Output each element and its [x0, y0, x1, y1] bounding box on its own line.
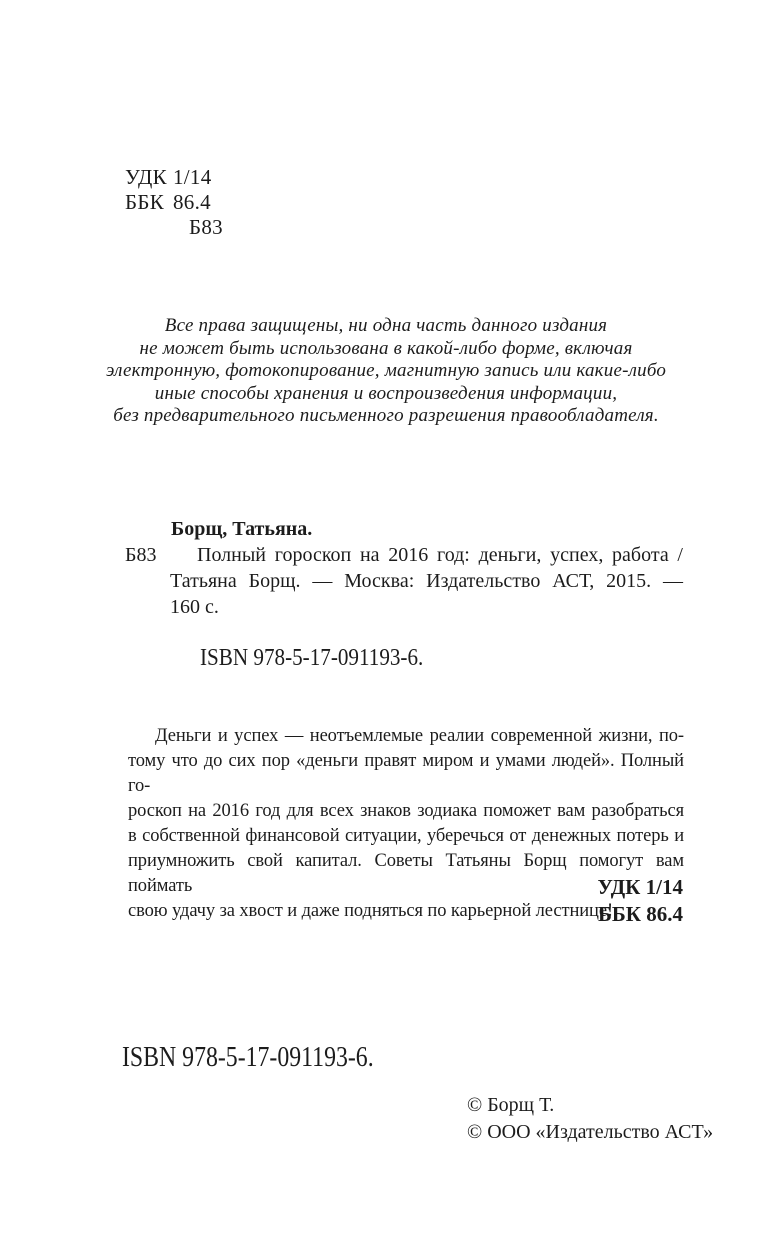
bbk-right: ББК 86.4 [598, 902, 683, 926]
bbk-value: 86.4 [173, 190, 211, 214]
annotation-line: Деньги и успех — неотъемлемые реалии современной жизни, по- [155, 726, 684, 746]
bbk-line [125, 190, 223, 215]
author-name: Борщ, Татьяна. [171, 518, 313, 540]
classification-codes-top [125, 165, 223, 240]
bibliographic-record [125, 516, 683, 620]
isbn-record: ISBN 978-5-17-091193-6. [200, 645, 424, 671]
annotation-line: тому что до сих пор «деньги правят миром и умами людей». Полный го- [128, 751, 684, 796]
bbk-label: ББК [125, 190, 165, 214]
rights-notice-line: Все права защищены, ни одна часть данного издания [164, 315, 608, 336]
record-line: Полный гороскоп на 2016 год: деньги, успех, работа / [197, 544, 683, 566]
author-code: Б83 [189, 215, 223, 239]
classification-codes-right [125, 874, 683, 928]
record-line: Татьяна Борщ. — Москва: Издательство АСТ, 2015. — [170, 570, 683, 592]
annotation-line: в собственной финансовой ситуации, уберечься от денежных потерь и [128, 826, 684, 846]
record-line: 160 с. [170, 596, 219, 618]
annotation-line: приумножить свой капитал. Советы Татьяны Борщ помогут вам поймать [128, 851, 684, 896]
rights-notice-line: без предварительного письменного разрешения правообладателя. [113, 405, 659, 426]
record-author-code: Б83 [125, 544, 157, 566]
annotation-line: роскоп на 2016 год для всех знаков зодиака поможет вам разобраться [128, 801, 684, 821]
isbn-bottom: ISBN 978-5-17-091193-6. [122, 1042, 374, 1073]
rights-notice [95, 315, 677, 428]
udk-value: 1/14 [173, 165, 212, 189]
rights-notice-line: иные способы хранения и воспроизведения информации, [154, 382, 618, 404]
rights-notice-line: не может быть использована в какой-либо форме, включая [139, 337, 633, 359]
udk-label: УДК [125, 165, 167, 189]
copyright-author: © Борщ Т. [467, 1094, 555, 1116]
copyright-block [467, 1092, 713, 1146]
annotation-line: свою удачу за хвост и даже подняться по карьерной лестнице! [128, 901, 614, 921]
copyright-publisher: © ООО «Издательство АСТ» [467, 1121, 714, 1143]
record-body [125, 542, 683, 620]
rights-notice-line: электронную, фотокопирование, магнитную запись или какие-либо [105, 360, 667, 381]
udk-right: УДК 1/14 [597, 875, 683, 899]
udk-line [125, 165, 223, 190]
